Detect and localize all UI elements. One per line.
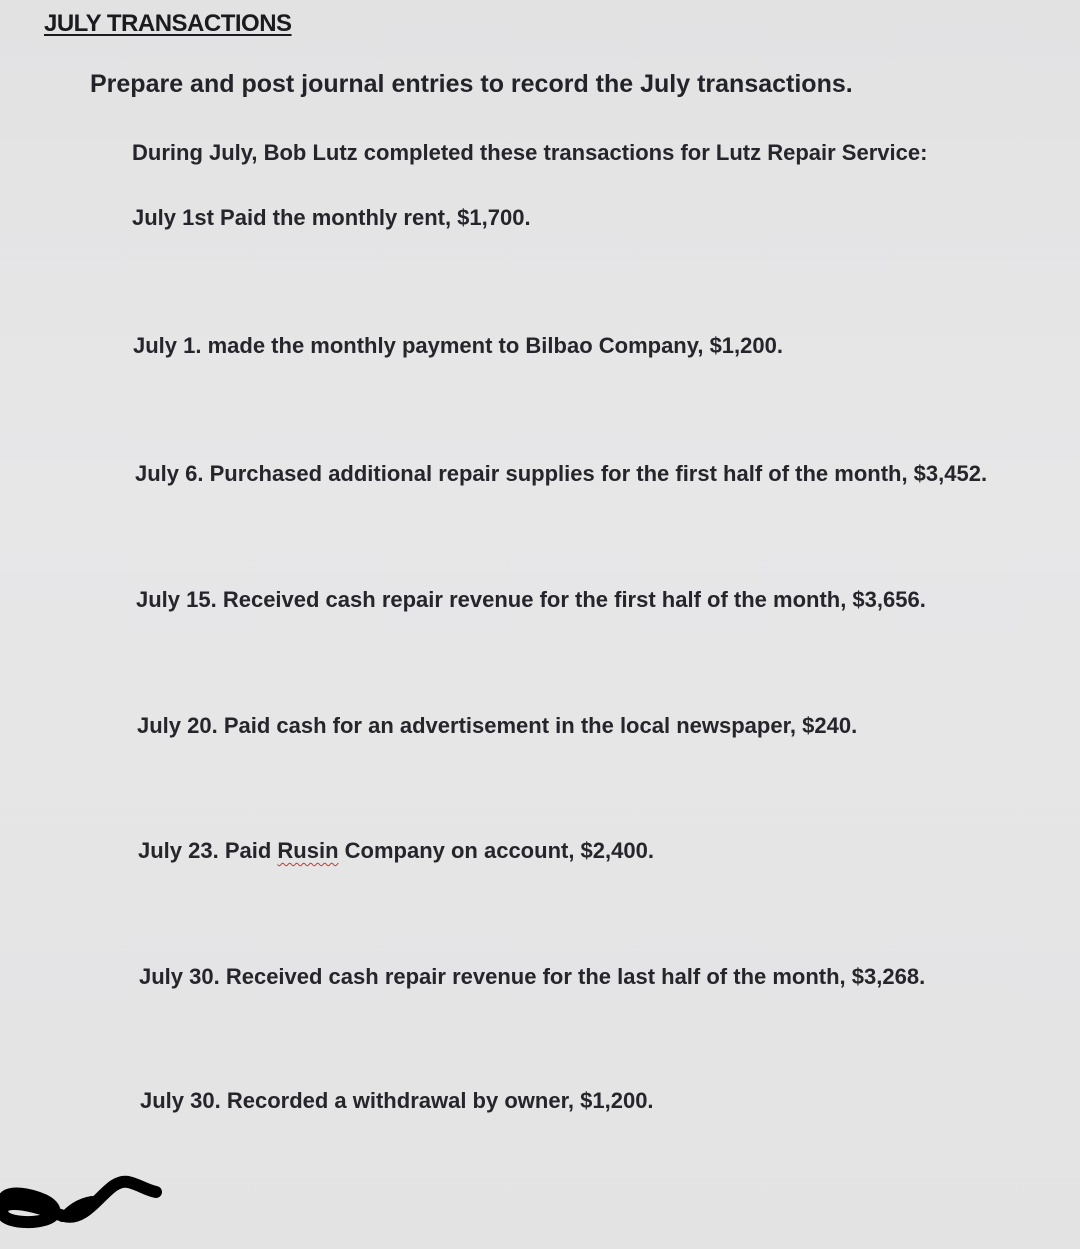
instruction-text: Prepare and post journal entries to record the July transactions. [90,70,853,98]
transaction-item: July 20. Paid cash for an advertisement in the local newspaper, $240. [137,713,858,738]
intro-text: During July, Bob Lutz completed these transactions for Lutz Repair Service: [132,140,928,165]
transaction-text-prefix: July 23. Paid [138,838,278,863]
transaction-item [138,838,654,864]
pen-scribble-mark [0,1160,170,1249]
transaction-text-suffix: Company on account, $2,400. [338,838,654,863]
document-title: JULY TRANSACTIONS [44,10,292,37]
transaction-item: July 30. Recorded a withdrawal by owner, $1,200. [140,1088,654,1113]
transaction-item: July 1. made the monthly payment to Bilbao Company, $1,200. [133,333,783,358]
transaction-item: July 15. Received cash repair revenue for the first half of the month, $3,656. [136,587,926,612]
transaction-item: July 30. Received cash repair revenue for the last half of the month, $3,268. [139,964,926,989]
transaction-item: July 1st Paid the monthly rent, $1,700. [132,205,531,230]
transaction-item: July 6. Purchased additional repair supplies for the first half of the month, $3,452. [135,461,988,486]
spellcheck-flagged-word: Rusin [277,838,339,863]
